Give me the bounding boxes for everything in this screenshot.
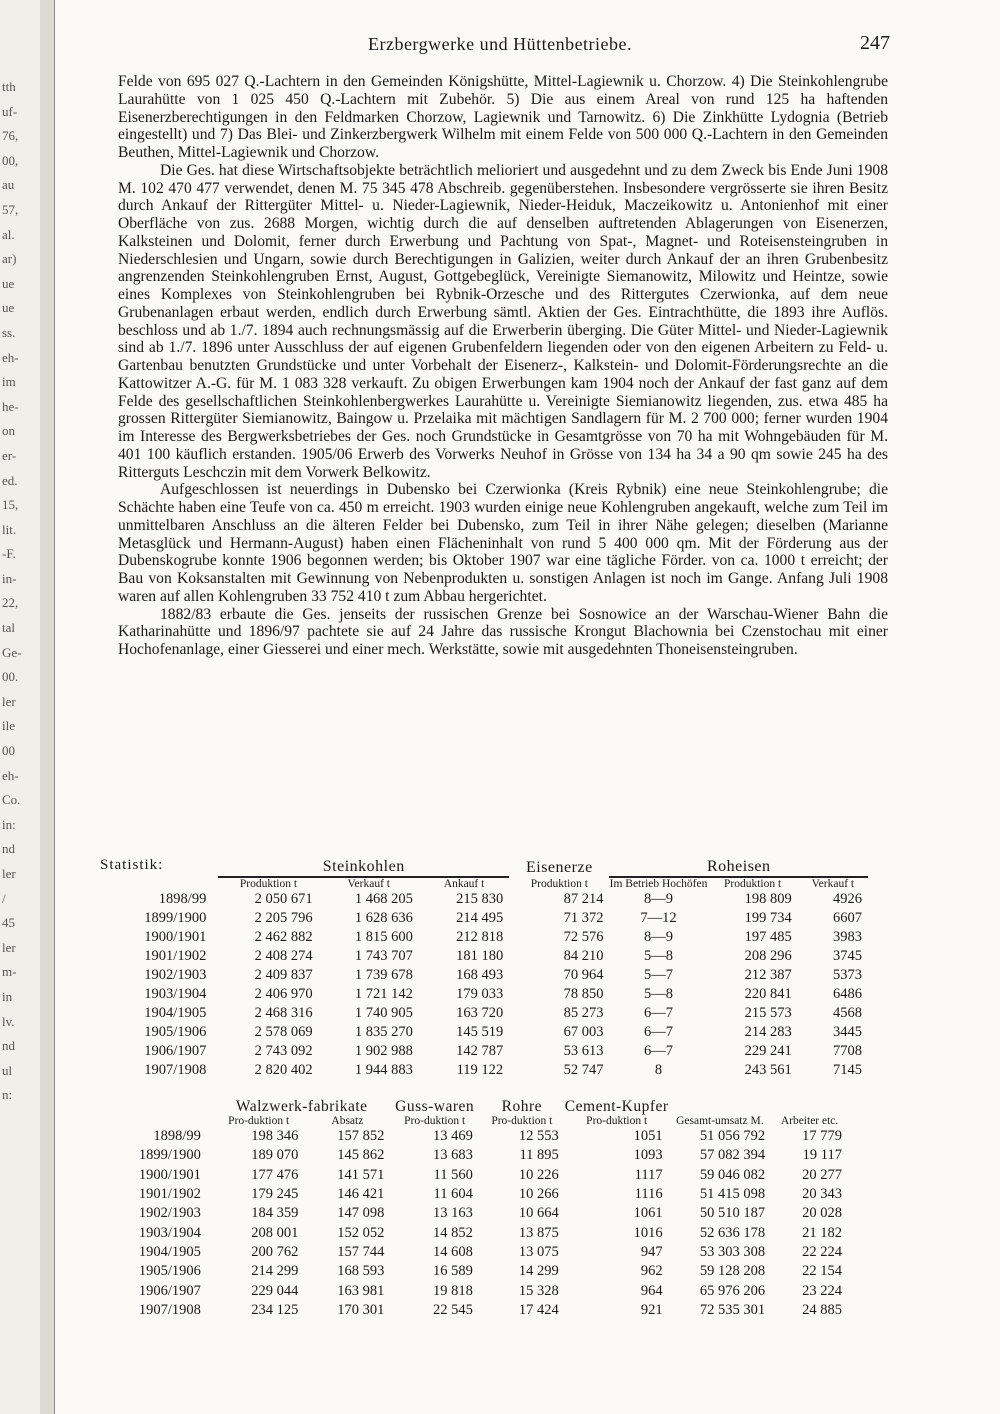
value-cell: 146 421 [337, 1186, 385, 1203]
value-cell: 168 493 [456, 967, 504, 983]
year-cell: 1906/1907 [138, 1282, 201, 1299]
facing-page-fragment: in- [2, 570, 17, 586]
value-cell: 1093 [633, 1147, 663, 1164]
value-cell: 14 608 [433, 1243, 473, 1260]
value-cell: 1 944 883 [354, 1062, 413, 1078]
value-cell: 208 296 [744, 948, 792, 964]
facing-page-fragment: er- [2, 447, 17, 463]
value-cell: 157 852 [337, 1128, 385, 1145]
facing-page-fragment: he- [2, 398, 19, 414]
facing-page-fragment: 15, [2, 497, 19, 513]
book-binding-gutter [40, 0, 55, 1414]
value-cell: 6486 [833, 986, 862, 1002]
table-row [108, 1262, 848, 1281]
value-cell: 7708 [833, 1043, 862, 1059]
facing-page-fragment: ss. [2, 324, 16, 340]
facing-page-fragment: ile [2, 718, 15, 734]
value-cell: 2 408 274 [254, 948, 313, 964]
table-1-corner [108, 858, 218, 877]
value-cell: 67 003 [563, 1024, 604, 1040]
value-cell: 21 182 [802, 1224, 842, 1241]
value-cell: 163 981 [337, 1282, 385, 1299]
value-cell: 14 299 [518, 1263, 559, 1280]
value-cell: 179 245 [251, 1186, 299, 1203]
facing-page-fragment: 76, [2, 128, 19, 144]
running-header [120, 34, 890, 60]
column-subheader: Produktion t [530, 877, 588, 890]
value-cell: 212 818 [456, 929, 504, 945]
group-header: Cement-Kupfer [564, 1098, 669, 1115]
value-cell: 962 [640, 1263, 663, 1280]
value-cell: 13 469 [433, 1128, 473, 1145]
value-cell: 10 226 [518, 1166, 559, 1183]
facing-page-fragment: m- [2, 964, 17, 980]
facing-page-fragment: Co. [2, 792, 21, 808]
value-cell: 145 862 [337, 1147, 385, 1164]
value-cell: 119 122 [456, 1062, 504, 1078]
facing-page-fragment: ue [2, 300, 15, 316]
year-cell: 1900/1901 [144, 929, 207, 945]
value-cell: 72 535 301 [699, 1301, 766, 1318]
value-cell: 198 809 [744, 891, 792, 907]
facing-page-fragment: lit. [2, 521, 17, 537]
value-cell: 13 875 [518, 1224, 559, 1241]
statistics-label: Statistik: [100, 857, 164, 873]
table-row [108, 966, 868, 985]
value-cell: 1016 [633, 1224, 663, 1241]
value-cell: 3745 [833, 948, 862, 964]
year-cell: 1903/1904 [144, 986, 207, 1002]
column-subheader: Ankauf t [443, 878, 485, 890]
value-cell: 20 028 [802, 1205, 842, 1222]
table-row [108, 1042, 868, 1061]
value-cell: 22 545 [433, 1301, 473, 1318]
group-header: Guss-waren [395, 1098, 475, 1115]
facing-page-fragment: / [2, 890, 6, 906]
value-cell: 8 [654, 1062, 663, 1078]
value-cell: 53 613 [563, 1043, 604, 1059]
table-row [108, 1301, 848, 1320]
facing-page-fragment: al. [2, 226, 15, 242]
value-cell: 5—8 [643, 986, 673, 1002]
year-cell: 1904/1905 [138, 1243, 201, 1260]
column-subheader: Gesamt-umsatz M. [676, 1115, 764, 1127]
value-cell: 1051 [633, 1128, 663, 1145]
value-cell: 6—7 [643, 1024, 673, 1040]
value-cell: 1 835 270 [354, 1024, 413, 1040]
year-cell: 1899/1900 [138, 1147, 201, 1164]
value-cell: 1 739 678 [354, 967, 413, 983]
value-cell: 22 224 [802, 1243, 842, 1260]
facing-page-fragment: n: [2, 1087, 13, 1103]
column-subheader: Im Betrieb Hochöfen [609, 878, 708, 890]
facing-page-fragment: ed. [2, 472, 18, 488]
value-cell: 243 561 [744, 1062, 792, 1078]
value-cell: 212 387 [744, 967, 792, 983]
year-cell: 1902/1903 [138, 1205, 201, 1222]
value-cell: 220 841 [744, 986, 792, 1002]
table-row [108, 1004, 868, 1023]
table-row [108, 928, 868, 947]
value-cell: 53 303 308 [699, 1243, 766, 1260]
year-cell: 1901/1902 [144, 948, 207, 964]
facing-page-fragment: eh- [2, 767, 19, 783]
facing-page-fragment: 00. [2, 669, 19, 685]
year-cell: 1901/1902 [138, 1186, 201, 1203]
column-subheader: Pro-duktion t [586, 1115, 648, 1127]
value-cell: 1117 [634, 1166, 663, 1183]
value-cell: 72 576 [563, 929, 604, 945]
table-2-year-header [108, 1115, 213, 1127]
column-subheader: Produktion t [724, 878, 782, 890]
column-subheader: Pro-duktion t [404, 1115, 466, 1127]
facing-page-fragment: uf- [2, 103, 18, 119]
table-row [108, 1127, 848, 1146]
value-cell: 2 468 316 [254, 1005, 313, 1021]
table-row [108, 1204, 848, 1223]
value-cell: 7—12 [640, 910, 677, 926]
table-row [108, 1185, 848, 1204]
group-header: Steinkohlen [218, 858, 509, 877]
column-subheader: Pro-duktion t [228, 1115, 290, 1127]
facing-page-fragment: -F. [2, 546, 16, 562]
value-cell: 921 [640, 1301, 663, 1318]
value-cell: 22 154 [802, 1263, 842, 1280]
value-cell: 142 787 [456, 1043, 504, 1059]
value-cell: 214 283 [744, 1024, 792, 1040]
value-cell: 1 721 142 [354, 986, 413, 1002]
group-header-empty [669, 1098, 772, 1115]
value-cell: 16 589 [433, 1263, 473, 1280]
facing-page-fragment: ler [2, 866, 16, 881]
value-cell: 2 406 970 [254, 986, 313, 1002]
value-cell: 20 343 [802, 1186, 842, 1203]
table-row [108, 909, 868, 928]
table-row [108, 985, 868, 1004]
body-text [118, 73, 888, 659]
value-cell: 214 299 [251, 1263, 299, 1280]
year-cell: 1907/1908 [138, 1301, 201, 1318]
value-cell: 59 128 208 [699, 1263, 766, 1280]
value-cell: 157 744 [337, 1243, 385, 1260]
value-cell: 1 815 600 [354, 929, 413, 945]
value-cell: 152 052 [337, 1224, 385, 1241]
value-cell: 10 266 [518, 1186, 559, 1203]
value-cell: 2 820 402 [254, 1062, 313, 1078]
facing-page-fragment: 00 [2, 743, 15, 759]
value-cell: 214 495 [456, 910, 504, 926]
value-cell: 19 818 [433, 1282, 473, 1299]
value-cell: 3983 [833, 929, 862, 945]
year-cell: 1899/1900 [144, 910, 207, 926]
value-cell: 6—7 [643, 1043, 673, 1059]
group-header: Eisenerze [525, 858, 593, 876]
value-cell: 7145 [833, 1062, 862, 1078]
value-cell: 1 740 905 [354, 1005, 413, 1021]
year-cell: 1905/1906 [138, 1263, 201, 1280]
value-cell: 5—7 [643, 967, 673, 983]
value-cell: 198 346 [251, 1128, 299, 1145]
paragraph: Felde von 695 027 Q.-Lachtern in den Gemeinden Königshütte, Mittel-Lagiewnik u. Chorzow. 4) Die Steinkohlengrube Laurahütte von 1 025 450 Q.-Lachtern mit Zubehör. 5) Die aus einem Areal von rund 125 ha haftenden Eisenerzberechtigungen in den Feldmarken Chorzow, Lagiewnik und Tarnowitz. 6) Die Zinkhütte Lydognia (Betrieb eingestellt) und 7) Das Blei- und Zinkerzbergwerk Wilhelm mit einem Felde von 500 000 Q.-Lachtern in den Gemeinden Beuthen, Mittel-Lagiewnik und Chorzow. [118, 73, 888, 161]
group-header: Walzwerk-fabrikate [235, 1098, 368, 1115]
value-cell: 52 747 [563, 1062, 604, 1078]
facing-page-fragment: im [2, 374, 16, 390]
value-cell: 215 573 [744, 1005, 792, 1021]
value-cell: 5373 [833, 967, 862, 983]
paragraph: 1882/83 erbaute die Ges. jenseits der russischen Grenze bei Sosnowice an der Warschau-Wiener Bahn die Katharinahütte und 1896/97 pachtete sie auf 24 Jahre das russische Krongut Blachownia bei Czenstochau mit einer Hochofenanlage, einer Giesserei und einer mech. Werkstätte, sowie mit ausgedehnten Thoneisensteingruben. [118, 605, 888, 658]
statistics-table-2 [108, 1098, 848, 1320]
facing-page-fragment: ler [2, 693, 16, 709]
value-cell: 141 571 [337, 1166, 385, 1183]
value-cell: 78 850 [563, 986, 604, 1002]
value-cell: 59 046 082 [699, 1166, 766, 1183]
value-cell: 71 372 [563, 910, 604, 926]
year-cell: 1903/1904 [138, 1224, 201, 1241]
facing-page-fragment: nd [2, 841, 15, 857]
value-cell: 19 117 [802, 1147, 842, 1164]
facing-page-fragment: tal [2, 620, 15, 636]
page-number: 247 [860, 32, 890, 54]
group-header: Rohre [501, 1098, 543, 1115]
value-cell: 50 510 187 [699, 1205, 766, 1222]
group-header: Roheisen [609, 858, 868, 877]
value-cell: 52 636 178 [699, 1224, 766, 1241]
table-1-year-header [108, 877, 218, 890]
table-row [108, 1023, 868, 1042]
facing-page-fragment: in: [2, 816, 16, 832]
value-cell: 215 830 [456, 891, 504, 907]
value-cell: 163 720 [456, 1005, 504, 1021]
facing-page-edge [0, 0, 42, 1414]
value-cell: 15 328 [518, 1282, 559, 1299]
value-cell: 189 070 [251, 1147, 299, 1164]
column-subheader: Absatz [331, 1115, 364, 1127]
value-cell: 23 224 [802, 1282, 842, 1299]
value-cell: 181 180 [456, 948, 504, 964]
facing-page-fragment: 57, [2, 201, 19, 217]
value-cell: 1 902 988 [354, 1043, 413, 1059]
value-cell: 4926 [833, 891, 862, 907]
value-cell: 1 468 205 [354, 891, 413, 907]
table-row [108, 1243, 848, 1262]
value-cell: 170 301 [337, 1301, 385, 1318]
running-title: Erzbergwerke und Hüttenbetriebe. [367, 34, 633, 54]
value-cell: 10 664 [518, 1205, 559, 1222]
value-cell: 8—9 [643, 929, 673, 945]
year-cell: 1907/1908 [144, 1062, 207, 1078]
value-cell: 2 743 092 [254, 1043, 313, 1059]
column-subheader: Verkauf t [347, 878, 390, 890]
column-subheader: Produktion t [239, 878, 298, 890]
statistics-table-1 [108, 858, 868, 1080]
value-cell: 17 424 [518, 1301, 559, 1318]
year-cell: 1905/1906 [144, 1024, 207, 1040]
facing-page-fragment: 00, [2, 152, 19, 168]
year-cell: 1898/99 [158, 891, 207, 907]
column-subheader: Pro-duktion t [491, 1115, 553, 1127]
facing-page-fragment: nd [2, 1038, 15, 1054]
value-cell: 24 885 [802, 1301, 842, 1318]
value-cell: 6—7 [643, 1005, 673, 1021]
facing-page-fragment: 45 [2, 915, 15, 931]
value-cell: 51 415 098 [699, 1186, 766, 1203]
year-cell: 1902/1903 [144, 967, 207, 983]
value-cell: 65 976 206 [699, 1282, 766, 1299]
table-row [108, 1166, 848, 1185]
table-row [108, 1281, 848, 1300]
value-cell: 17 779 [802, 1128, 842, 1145]
table-2-corner [108, 1098, 213, 1115]
year-cell: 1904/1905 [144, 1005, 207, 1021]
paragraph: Aufgeschlossen ist neuerdings in Dubensko bei Czerwionka (Kreis Rybnik) eine neue Steinkohlengrube; die Schächte haben eine Teufe von ca. 450 m erreicht. 1903 wurden einige neue Kohlengruben angekauft, welche zum Teil im unmittelbaren Anschluss an die älteren Felder bei Dubensko, zum Teil in ihrer Nähe gelegen; dieselben (Marianne Metasglück und Hermann-August) haben einen Flächeninhalt von rund 5 400 000 qm. Mit der Förderung aus der Dubenskogrube konnte 1906 begonnen werden; bis Oktober 1907 war eine tägliche Förder. von ca. 1000 t erreicht; der Bau von Koksanstalten mit Gewinnung von Nebenprodukten u. sonstigen Anlagen ist noch im Gange. Anfang Juli 1908 waren auf allen Kohlengruben 33 752 410 t zum Abbau hergerichtet. [118, 481, 888, 605]
value-cell: 57 082 394 [699, 1147, 766, 1164]
value-cell: 229 044 [251, 1282, 299, 1299]
value-cell: 208 001 [251, 1224, 299, 1241]
value-cell: 1 628 636 [354, 910, 413, 926]
value-cell: 2 409 837 [254, 967, 313, 983]
value-cell: 13 163 [433, 1205, 473, 1222]
value-cell: 229 241 [744, 1043, 792, 1059]
value-cell: 20 277 [802, 1166, 842, 1183]
value-cell: 197 485 [744, 929, 792, 945]
facing-page-fragment: in [2, 988, 13, 1004]
facing-page-fragment: 22, [2, 595, 19, 611]
value-cell: 11 895 [519, 1147, 559, 1164]
table-row [108, 1146, 848, 1165]
facing-page-fragment: lv. [2, 1013, 15, 1029]
facing-page-fragment: au [2, 177, 15, 193]
value-cell: 147 098 [337, 1205, 385, 1222]
value-cell: 184 359 [251, 1205, 299, 1222]
value-cell: 2 050 671 [254, 891, 313, 907]
table-row [108, 890, 868, 909]
value-cell: 14 852 [433, 1224, 473, 1241]
year-cell: 1906/1907 [144, 1043, 207, 1059]
value-cell: 145 519 [456, 1024, 504, 1040]
value-cell: 8—9 [643, 891, 673, 907]
value-cell: 199 734 [744, 910, 792, 926]
value-cell: 1061 [633, 1205, 663, 1222]
table-row [108, 1061, 868, 1080]
table-row [108, 947, 868, 966]
facing-page-fragment: ar) [2, 251, 17, 267]
value-cell: 70 964 [563, 967, 604, 983]
value-cell: 1116 [634, 1186, 663, 1203]
value-cell: 13 075 [518, 1243, 559, 1260]
value-cell: 168 593 [337, 1263, 385, 1280]
value-cell: 6607 [833, 910, 862, 926]
facing-page-fragment: ler [2, 939, 16, 955]
value-cell: 11 604 [433, 1186, 473, 1203]
value-cell: 13 683 [433, 1147, 473, 1164]
value-cell: 947 [640, 1243, 663, 1260]
value-cell: 234 125 [251, 1301, 299, 1318]
value-cell: 85 273 [563, 1005, 604, 1021]
value-cell: 2 205 796 [254, 910, 313, 926]
facing-page-fragment: ul [2, 1062, 13, 1078]
value-cell: 2 462 882 [254, 929, 313, 945]
year-cell: 1898/99 [153, 1128, 201, 1145]
value-cell: 84 210 [563, 948, 604, 964]
facing-page-fragment: ue [2, 275, 15, 291]
value-cell: 5—8 [643, 948, 673, 964]
column-subheader: Verkauf t [811, 878, 855, 890]
value-cell: 200 762 [251, 1243, 299, 1260]
year-cell: 1900/1901 [138, 1166, 201, 1183]
facing-page-fragment: Ge- [2, 644, 22, 660]
facing-page-fragment: on [2, 423, 15, 439]
facing-page-fragment: tth [2, 79, 16, 94]
value-cell: 177 476 [251, 1166, 299, 1183]
value-cell: 3445 [833, 1024, 862, 1040]
column-subheader: Arbeiter etc. [780, 1115, 839, 1127]
facing-page-text-fragments [2, 75, 38, 1108]
value-cell: 1 743 707 [354, 948, 413, 964]
value-cell: 179 033 [456, 986, 504, 1002]
value-cell: 12 553 [518, 1128, 559, 1145]
value-cell: 11 560 [433, 1166, 473, 1183]
value-cell: 964 [640, 1282, 663, 1299]
table-row [108, 1223, 848, 1242]
value-cell: 4568 [833, 1005, 862, 1021]
group-header-empty [771, 1098, 848, 1115]
facing-page-fragment: eh- [2, 349, 19, 365]
paragraph: Die Ges. hat diese Wirtschaftsobjekte beträchtlich melioriert und ausgedehnt und zu dem Zweck bis Ende Juni 1908 M. 102 470 477 verwendet, denen M. 75 345 478 Abschreib. gegenüberstehen. Insbesondere vergrösserte sie ihren Besitz durch Ankauf der Rittergüter Mittel- u. Nieder-Lagiewnik, Nieder-Heiduk, Maczeikowitz u. Antonienhof mit einer Oberfläche von zus. 2688 Morgen, wichtig durch die auf denselben auftretenden Ablagerungen von Eisenerzen, Kalksteinen und Dolomit, ferner durch Erwerbung und Pachtung von Spat-, Magnet- und Roteisensteingruben in Niederschlesien und Ungarn, sowie durch Berechtigungen in Galizien, weiter durch Ankauf der an ihren Grubenbesitz angrenzenden Steinkohlengruben Ernst, August, Gottgebeglück, Vereinigte Siemanowitz, Milowitz und Heintze, sowie eines Komplexes von Steinkohlengruben bei Rybnik-Orzesche und des Rittergutes Czerwionka, auf dem neue Grubenanlagen erbaut werden, endlich durch Erwerbung sämtl. Aktien der Ges. Eintrachthütte, die 1893 ihre Auflös. beschloss und ab 1./7. 1894 auch rechnungsmässig auf die Erwerberin überging. Die Güter Mittel- und Nieder-Lagiewnik sind ab 1./7. 1896 unter Ausschluss der auf eigenen Grubenfeldern liegenden oder von den eigenen Arbeitern zu Feld- u. Gartenbau benutzten Grundstücke und unter Vorbehalt der Eisenerz-, Kalkstein- und Dolomit-Förderungsrechte an die Kattowitzer A.-G. für M. 1 083 328 verkauft. Zu obigen Erwerbungen kam 1904 noch der Ankauf der fast ganz auf dem Felde des gesellschaftlichen Steinkohlenbergwerkes Laurahütte u. Vereinigte Siemianowitz liegenden, zus. etwa 485 ha grossen Rittergüter Siemianowitz, Baingow u. Przelaika mit mächtigen Sandlagern für M. 2 700 000; ferner wurden 1904 im Interesse des Bergwerksbetriebes der Ges. noch Grundstücke in Gesamtgrösse von 70 ha mit Wohngebäuden für M. 401 100 käuflich erstanden. 1905/06 Erwerb des Vorwerks Neuhof in Grösse von 134 ha 34 a 90 qm sowie 245 ha des Ritterguts Leschczin mit dem Vorwerk Belkowitz. [118, 161, 888, 481]
value-cell: 2 578 069 [254, 1024, 313, 1040]
value-cell: 87 214 [563, 891, 604, 907]
value-cell: 51 056 792 [699, 1128, 766, 1145]
